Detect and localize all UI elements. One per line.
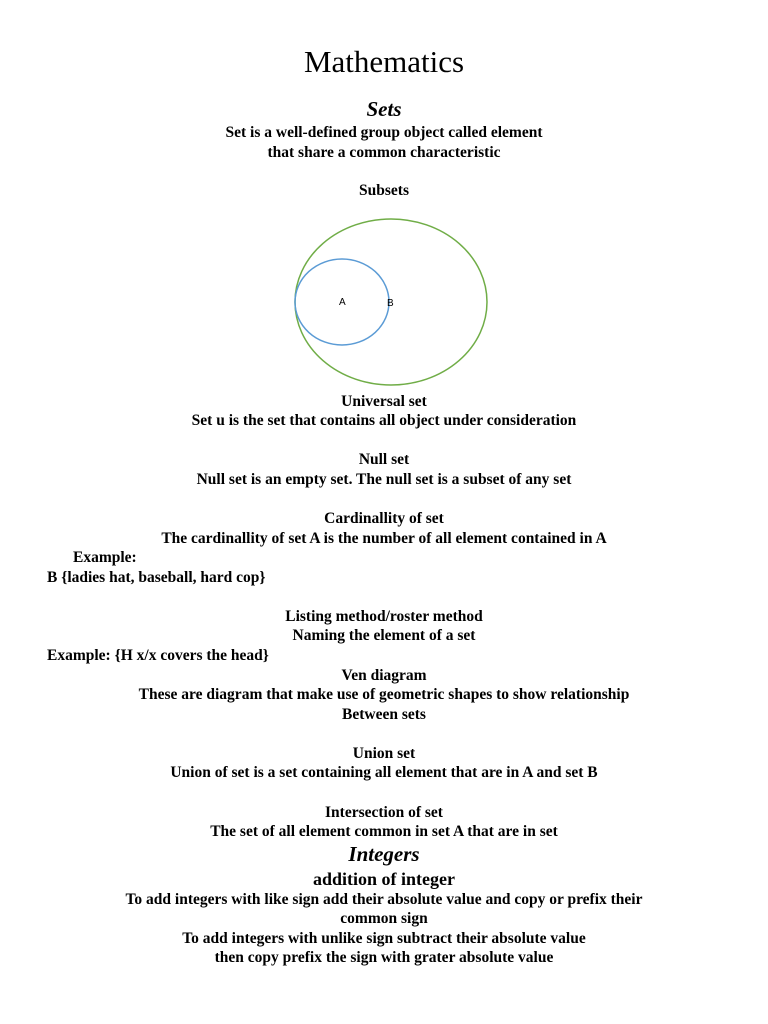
cardinality-example-label: Example: xyxy=(73,549,137,566)
listing-method-text: Naming the element of a set xyxy=(292,627,476,644)
addition-of-integer-heading: addition of integer xyxy=(313,869,455,889)
integers-text-line-2: common sign xyxy=(340,910,428,927)
page-title: Mathematics xyxy=(303,44,465,79)
cardinality-text: The cardinallity of set A is the number of all element contained in A xyxy=(161,530,607,547)
venn-diagram-text-line-1: These are diagram that make use of geometric shapes to show relationship xyxy=(138,686,630,703)
union-set-text: Union of set is a set containing all element that are in A and set B xyxy=(170,764,598,781)
venn-diagram-heading: Ven diagram xyxy=(341,667,427,684)
listing-method-heading: Listing method/roster method xyxy=(285,608,483,625)
integers-text-line-4: then copy prefix the sign with grater absolute value xyxy=(214,949,554,966)
sets-definition-line-2: that share a common characteristic xyxy=(267,144,501,161)
sets-definition-line-1: Set is a well-defined group object called element xyxy=(225,124,543,141)
union-set-heading: Union set xyxy=(352,745,416,762)
venn-diagram-text-line-2: Between sets xyxy=(342,706,426,723)
integers-text-line-3: To add integers with unlike sign subtract their absolute value xyxy=(182,930,586,947)
integers-heading: Integers xyxy=(348,842,420,866)
subset-diagram xyxy=(290,216,490,388)
null-set-heading: Null set xyxy=(358,451,410,468)
cardinality-example: B {ladies hat, baseball, hard cop} xyxy=(47,569,266,586)
universal-set-heading: Universal set xyxy=(341,393,427,410)
sets-heading: Sets xyxy=(366,97,402,121)
intersection-text: The set of all element common in set A that are in set xyxy=(210,823,558,840)
universal-set-text: Set u is the set that contains all object under consideration xyxy=(191,412,577,429)
integers-text-line-1: To add integers with like sign add their absolute value and copy or prefix their xyxy=(125,891,643,908)
null-set-text: Null set is an empty set. The null set is a subset of any set xyxy=(196,471,572,488)
listing-method-example: Example: {H x/x covers the head} xyxy=(47,647,269,664)
cardinality-heading: Cardinallity of set xyxy=(324,510,444,527)
set-b-label: B xyxy=(387,298,394,309)
subsets-heading: Subsets xyxy=(359,182,409,199)
set-a-label: A xyxy=(339,297,346,308)
intersection-heading: Intersection of set xyxy=(325,804,443,821)
